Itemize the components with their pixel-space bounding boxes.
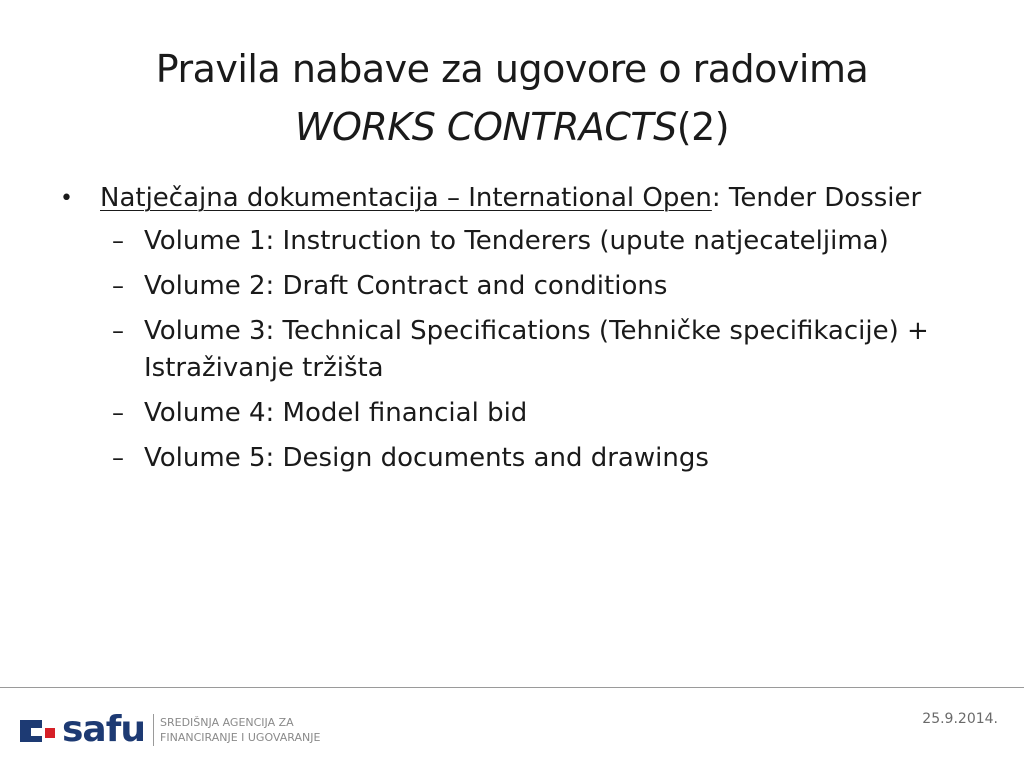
dash-bullet-icon: – bbox=[112, 227, 124, 255]
slide-date: 25.9.2014. bbox=[922, 711, 998, 727]
dash-bullet-icon: – bbox=[112, 272, 124, 300]
main-bullet-underlined: Natječajna dokumentacija – International Open bbox=[100, 183, 712, 213]
list-item-main bbox=[60, 180, 960, 217]
footer-divider bbox=[0, 687, 1024, 688]
dash-bullet-icon: – bbox=[112, 399, 124, 427]
logo-agency-name bbox=[160, 715, 320, 745]
title-italic-text: WORKS CONTRACTS bbox=[294, 105, 677, 149]
dash-bullet-icon: – bbox=[112, 317, 124, 345]
logo-agency-line-1: SREDIŠNJA AGENCIJA ZA bbox=[160, 716, 294, 729]
bullet-dot-icon: • bbox=[60, 186, 73, 211]
title-suffix: (2) bbox=[676, 105, 730, 149]
volume-1-text: Volume 1: Instruction to Tenderers (upute natjecateljima) bbox=[144, 226, 889, 256]
dash-bullet-icon: – bbox=[112, 444, 124, 472]
title-line-1: Pravila nabave za ugovore o radovima bbox=[155, 47, 869, 91]
volume-3-text: Volume 3: Technical Specifications (Tehničke specifikacije) + Istraživanje tržišta bbox=[144, 316, 929, 383]
title-line-2 bbox=[60, 98, 964, 156]
logo-agency-line-2: FINANCIRANJE I UGOVARANJE bbox=[160, 731, 321, 744]
volume-4-text: Volume 4: Model financial bid bbox=[144, 398, 528, 428]
list-item bbox=[60, 268, 960, 305]
safu-logo-mark-icon bbox=[20, 716, 56, 744]
volume-2-text: Volume 2: Draft Contract and conditions bbox=[144, 271, 668, 301]
slide-title bbox=[60, 40, 964, 156]
main-bullet-rest: : Tender Dossier bbox=[711, 183, 922, 213]
list-item bbox=[60, 313, 960, 387]
volume-5-text: Volume 5: Design documents and drawings bbox=[144, 443, 709, 473]
list-item bbox=[60, 223, 960, 260]
list-item bbox=[60, 395, 960, 432]
logo-separator bbox=[153, 714, 154, 746]
bullet-list bbox=[60, 180, 960, 485]
logo-wordmark: safu bbox=[62, 709, 146, 750]
list-item bbox=[60, 440, 960, 477]
safu-logo bbox=[20, 708, 320, 752]
